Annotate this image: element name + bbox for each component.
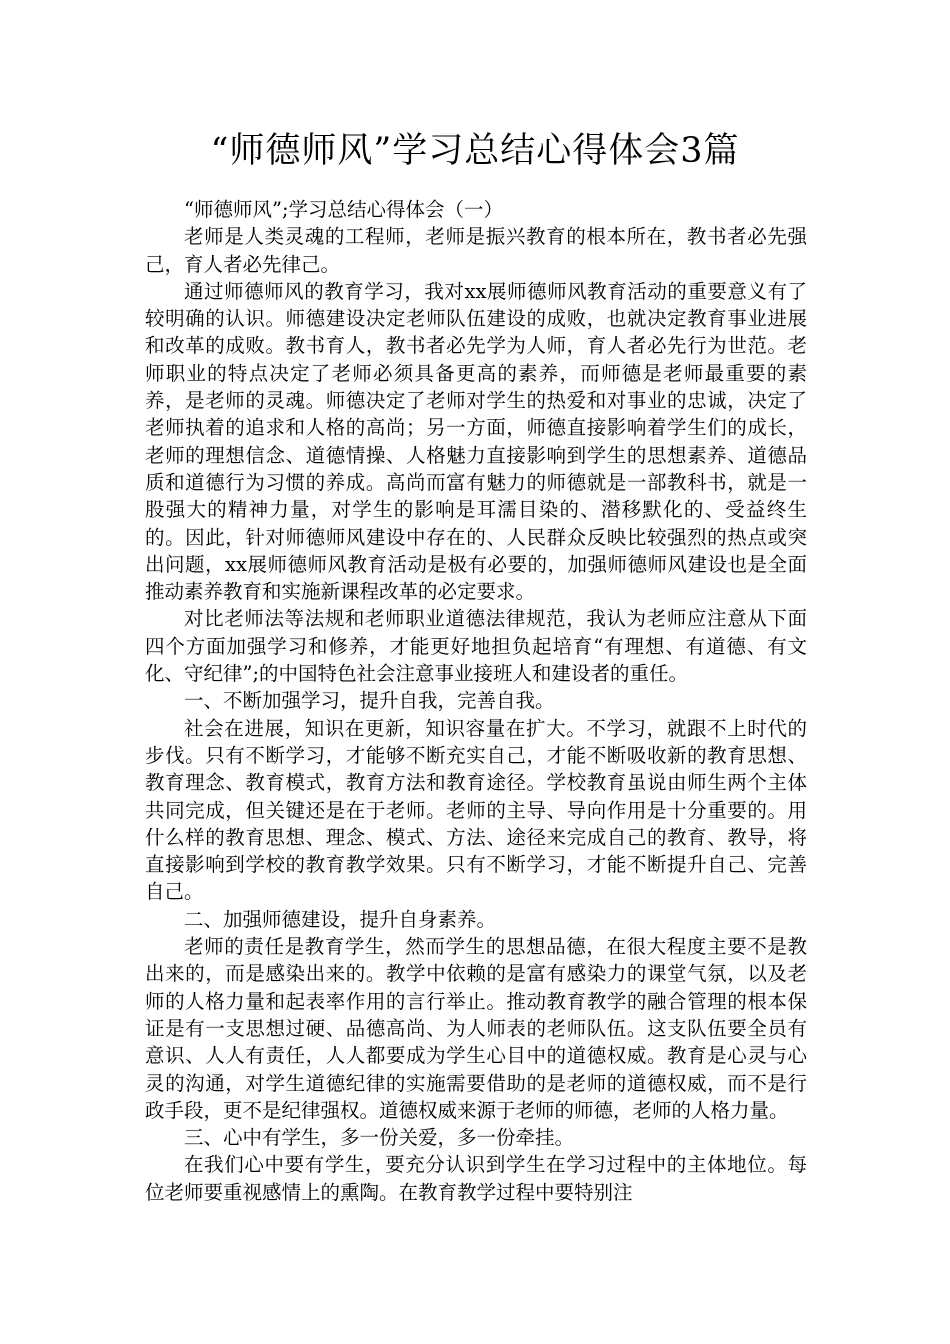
paragraph: 社会在进展，知识在更新，知识容量在扩大。不学习，就跟不上时代的步伐。只有不断学习，才能够不断充实自己，才能不断吸收新的教育思想、教育理念、教育模式，教育方法和教育途径。学校教育虽说由师生两个主体共同完成，但关键还是在于老师。老师的主导、导向作用是十分重要的。用什么样的教育思想、理念、模式、方法、途径来完成自己的教育、教导，将直接影响到学校的教育教学效果。只有不断学习，才能不断提升自己、完善自己。	[145, 716, 807, 904]
section-heading: “师德师风”;学习总结心得体会（一）	[184, 198, 504, 221]
document-title: “师德师风”学习总结心得体会3篇	[210, 131, 740, 171]
subheading: 二、加强师德建设，提升自身素养。	[184, 907, 497, 931]
paragraph: 在我们心中要有学生，要充分认识到学生在学习过程中的主体地位。每位老师要重视感情上的熏陶。在教育教学过程中要特别注	[145, 1153, 807, 1204]
document-body	[145, 196, 807, 1206]
subheading: 三、心中有学生，多一份关爱，多一份牵挂。	[184, 1126, 575, 1150]
paragraph: 通过师德师风的教育学习，我对xx展师德师风教育活动的重要意义有了较明确的认识。师德建设决定老师队伍建设的成败，也就决定教育事业进展和改革的成败。教书育人，教书者必先学为人师，育人者必先行为世范。老师职业的特点决定了老师必须具备更高的素养，而师德是老师最重要的素养，是老师的灵魂。师德决定了老师对学生的热爱和对事业的忠诚，决定了老师执着的追求和人格的高尚；另一方面，师德直接影响着学生们的成长，老师的理想信念、道德情操、人格魅力直接影响到学生的思想素养、道德品质和道德行为习惯的养成。高尚而富有魅力的师德就是一部教科书，就是一股强大的精神力量，对学生的影响是耳濡目染的、潜移默化的、受益终生的。因此，针对师德师风建设中存在的、人民群众反映比较强烈的热点或突出问题，xx展师德师风教育活动是极有必要的，加强师德师风建设也是全面推动素养教育和实施新课程改革的必定要求。	[145, 279, 807, 604]
subheading: 一、不断加强学习，提升自我，完善自我。	[184, 689, 555, 713]
paragraph: 老师是人类灵魂的工程师，老师是振兴教育的根本所在，教书者必先强己，育人者必先律己。	[145, 225, 807, 276]
paragraph: 对比老师法等法规和老师职业道德法律规范，我认为老师应注意从下面四个方面加强学习和修养，才能更好地担负起培育“有理想、有道德、有文化、守纪律”;的中国特色社会注意事业接班人和建设者的重任。	[145, 607, 807, 686]
paragraph: 老师的责任是教育学生，然而学生的思想品德，在很大程度主要不是教出来的，而是感染出来的。教学中依赖的是富有感染力的课堂气氛，以及老师的人格力量和起表率作用的言行举止。推动教育教学的融合管理的根本保证是有一支思想过硬、品德高尚、为人师表的老师队伍。这支队伍要全员有意识、人人有责任，人人都要成为学生心目中的道德权威。教育是心灵与心灵的沟通，对学生道德纪律的实施需要借助的是老师的道德权威，而不是行政手段，更不是纪律强权。道德权威来源于老师的师德，老师的人格力量。	[145, 935, 807, 1122]
